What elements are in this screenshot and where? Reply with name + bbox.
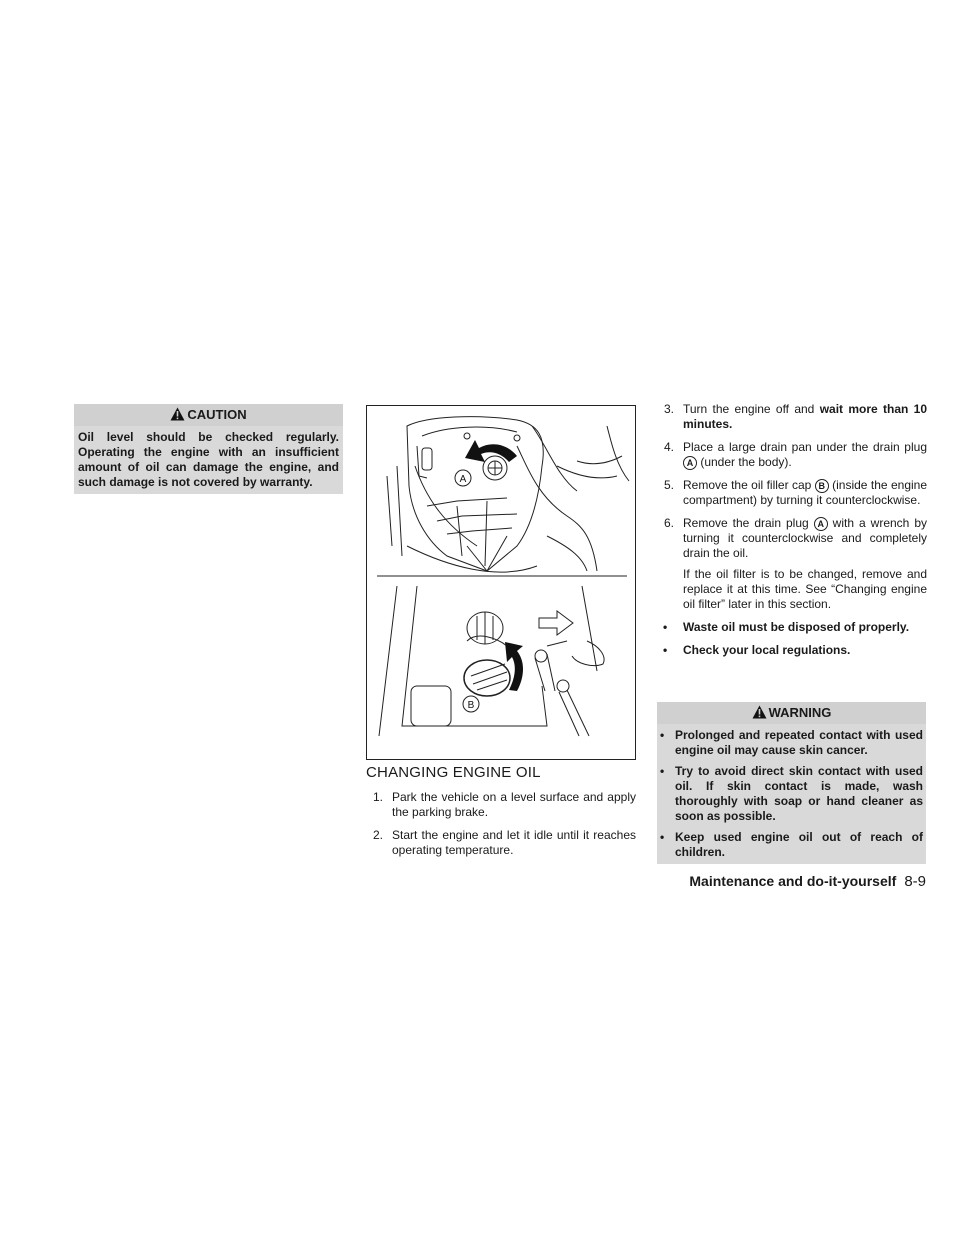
- section-title: CHANGING ENGINE OIL: [366, 764, 541, 781]
- page-number: 8-9: [904, 873, 926, 890]
- warning-title: WARNING: [768, 705, 832, 720]
- footer-section: Maintenance and do-it-yourself: [689, 873, 897, 889]
- warning-item: • Keep used engine oil out of reach of children.: [660, 830, 923, 859]
- right-column: [657, 402, 927, 666]
- warning-item: • Try to avoid direct skin contact with used oil. If skin contact is made, wash thoroughly with soap or hand cleaner as soon as possible.: [660, 764, 923, 823]
- steps-list-left: [366, 790, 636, 866]
- warning-box: [657, 702, 926, 864]
- ref-a-icon: A: [683, 456, 697, 470]
- figure-label-a: A: [459, 474, 467, 485]
- caution-box: [74, 404, 343, 494]
- engine-oil-figure: [366, 405, 636, 760]
- rotation-arrow-icon: [505, 642, 523, 691]
- step-item: 6. Remove the drain plug A with a wrench by turning it counterclockwise and completely drain the oil.: [664, 516, 927, 560]
- caution-text: Oil level should be checked regularly. Operating the engine with an insufficient amount of oil can damage the engine, and such damage is not covered by warranty.: [78, 430, 339, 489]
- warning-triangle-icon: [170, 407, 185, 421]
- caution-title: CAUTION: [187, 407, 247, 422]
- step-item: 3. Turn the engine off and wait more than 10 minutes.: [664, 402, 927, 431]
- warning-list: [657, 724, 926, 860]
- steps-list-right: [657, 402, 927, 561]
- warning-header: [657, 702, 926, 724]
- ref-a-icon: A: [814, 517, 828, 531]
- bullet-item: • Waste oil must be disposed of properly.: [663, 620, 910, 634]
- step-item: 2. Start the engine and let it idle until it reaches operating temperature.: [373, 828, 636, 857]
- ref-b-icon: B: [815, 479, 829, 493]
- warning-triangle-icon: [752, 705, 767, 719]
- step-item: 5. Remove the oil filler cap B (inside the engine compartment) by turning it counterclockwise.: [664, 478, 928, 507]
- caution-header: [74, 404, 343, 426]
- figure-label-b: B: [467, 700, 475, 711]
- rotation-arrow-icon: [465, 440, 517, 462]
- bullet-item: • Check your local regulations.: [663, 643, 851, 657]
- page-footer: [600, 872, 926, 891]
- step-item: 4. Place a large drain pan under the drain plug A (under the body).: [664, 440, 927, 469]
- engine-illustration: [367, 406, 635, 759]
- disposal-bullets: [657, 620, 927, 658]
- warning-item: • Prolonged and repeated contact with used engine oil may cause skin cancer.: [660, 728, 923, 757]
- oil-filter-note: If the oil filter is to be changed, remove and replace it at this time. See “Changing engine oil filter” later in this section.: [683, 567, 927, 611]
- step-item: 1. Park the vehicle on a level surface and apply the parking brake.: [373, 790, 636, 819]
